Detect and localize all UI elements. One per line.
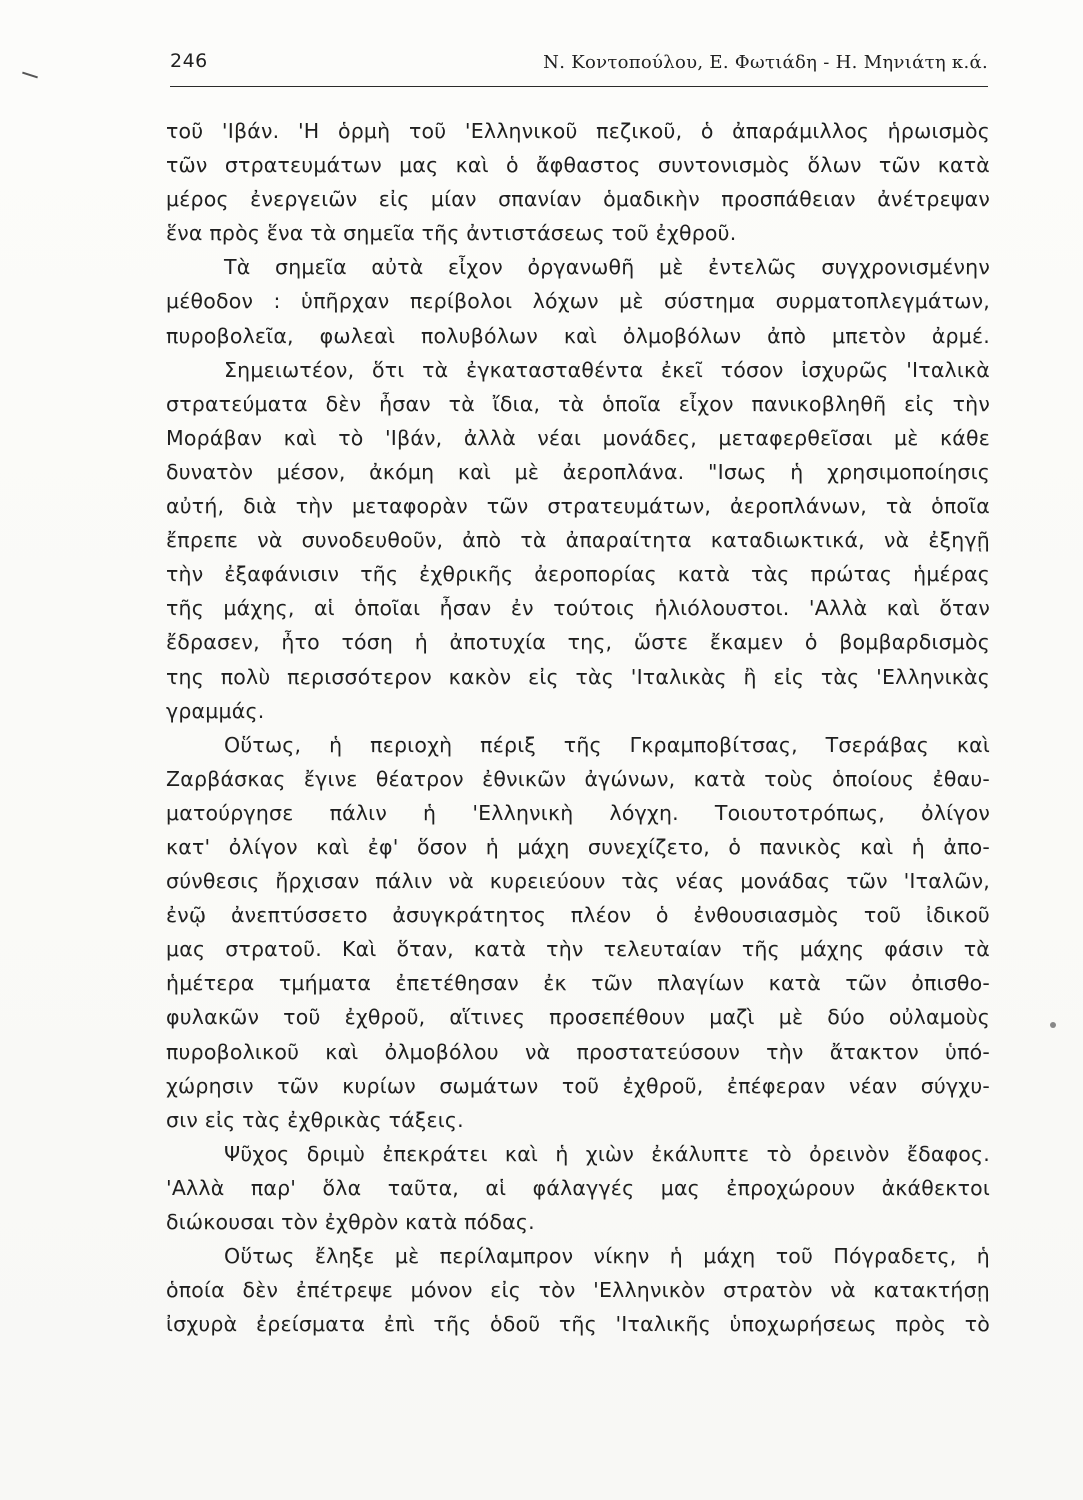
text-line: αὐτή, διὰ τὴν μεταφορὰν τῶν στρατευμάτων, ἀεροπλάνων, τὰ ὁποῖα [166,494,990,519]
page-number: 246 [170,50,208,72]
text-line: τὴν ἐξαφάνισιν τῆς ἐχθρικῆς ἀεροπορίας κατὰ τὰς πρώτας ἡμέρας [166,562,990,587]
text-line: ματούργησε πάλιν ἡ 'Ελληνικὴ λόγχη. Τοιουτοτρόπως, ὀλίγον [166,800,990,825]
text-line: φυλακῶν τοῦ ἐχθροῦ, αἵτινες προσεπέθουν μαζὶ μὲ δύο οὐλαμοὺς [166,1005,990,1030]
text-line: σιν εἰς τὰς ἐχθρικὰς τάξεις. [166,1107,464,1132]
text-line: Ψῦχος δριμὺ ἐπεκράτει καὶ ἡ χιὼν ἐκάλυπτε τὸ ὀρεινὸν ἔδαφος. [224,1141,990,1166]
text-line: τῆς μάχης, αἱ ὁποῖαι ἦσαν ἐν τούτοις ἡλιόλουστοι. 'Αλλὰ καὶ ὅταν [166,596,990,621]
text-line: ἔπρεπε νὰ συνοδευθοῦν, ἀπὸ τὰ ἀπαραίτητα καταδιωκτικά, νὰ ἐξηγῇ [166,528,990,553]
text-line: σύνθεσις ἤρχισαν πάλιν νὰ κυρειεύουν τὰς νέας μονάδας τῶν 'Ιταλῶν, [166,869,990,894]
text-line: ἰσχυρὰ ἐρείσματα ἐπὶ τῆς ὁδοῦ τῆς 'Ιταλικῆς ὑποχωρήσεως πρὸς τὸ [166,1312,990,1337]
text-line: τοῦ 'Ιβάν. 'Η ὁρμὴ τοῦ 'Ελληνικοῦ πεζικοῦ, ὁ ἀπαράμιλλος ἡρωισμὸς [166,119,990,143]
text-line: της πολὺ περισσότερον κακὸν εἰς τὰς 'Ιταλικὰς ἢ εἰς τὰς 'Ελληνικὰς [166,664,990,689]
text-line: πυροβολικοῦ καὶ ὀλμοβόλου νὰ προστατεύσουν τὴν ἄτακτον ὑπό- [166,1039,990,1064]
text-line: Οὕτως ἔληξε μὲ περίλαμπρον νίκην ἡ μάχη τοῦ Πόγραδετς, ἡ [224,1244,990,1269]
text-line: ἐνῷ ἀνεπτύσσετο ἀσυγκράτητος πλέον ὁ ἐνθουσιασμὸς τοῦ ἰδικοῦ [166,903,990,928]
body-text [166,114,990,1341]
text-line: Μοράβαν καὶ τὸ 'Ιβάν, ἀλλὰ νέαι μονάδες, μεταφερθεῖσαι μὲ κάθε [166,425,990,450]
margin-dot [1050,1022,1056,1028]
text-line: Ζαρβάσκας ἔγινε θέατρον ἐθνικῶν ἀγώνων, κατὰ τοὺς ὁποίους ἐθαυ- [166,766,990,791]
text-line: ὁποία δὲν ἐπέτρεψε μόνον εἰς τὸν 'Ελληνικὸν στρατὸν νὰ κατακτήσῃ [166,1278,990,1303]
text-line: τῶν στρατευμάτων μας καὶ ὁ ἄφθαστος συντονισμὸς ὅλων τῶν κατὰ [166,153,990,178]
text-line: 'Αλλὰ παρ' ὅλα ταῦτα, αἱ φάλαγγές μας ἐπροχώρουν ἀκάθεκτοι [166,1175,990,1200]
text-line: μέρος ἐνεργειῶν εἰς μίαν σπανίαν ὁμαδικὴν προσπάθειαν ἀνέτρεψαν [166,187,990,212]
text-line: Σημειωτέον, ὅτι τὰ ἐγκατασταθέντα ἐκεῖ τόσον ἰσχυρῶς 'Ιταλικὰ [224,357,990,382]
text-line: δυνατὸν μέσον, ἀκόμη καὶ μὲ ἀεροπλάνα. "Ισως ἡ χρησιμοποίησις [166,459,990,484]
text-line: Τὰ σημεῖα αὐτὰ εἶχον ὀργανωθῆ μὲ ἐντελῶς συγχρονισμένην [224,255,990,280]
text-line: στρατεύματα δὲν ἦσαν τὰ ἴδια, τὰ ὁποῖα εἶχον πανικοβληθῆ εἰς τὴν [166,391,990,416]
text-line: διώκουσαι τὸν ἐχθρὸν κατὰ πόδας. [166,1210,535,1234]
text-line: γραμμάς. [166,698,265,723]
text-line: ἔδρασεν, ἦτο τόση ἡ ἀποτυχία της, ὥστε ἔκαμεν ὁ βομβαρδισμὸς [166,630,990,655]
text-line: χώρησιν τῶν κυρίων σωμάτων τοῦ ἐχθροῦ, ἐπέφεραν νέαν σύγχυ- [166,1073,990,1098]
text-line: μέθοδον : ὑπῆρχαν περίβολοι λόχων μὲ σύστημα συρματοπλεγμάτων, [166,289,990,314]
text-line: πυροβολεῖα, φωλεαὶ πολυβόλων καὶ ὀλμοβόλων ἀπὸ μπετὸν ἀρμέ. [166,323,990,348]
text-line: κατ' ὀλίγον καὶ ἐφ' ὅσον ἡ μάχη συνεχίζετο, ὁ πανικὸς καὶ ἡ ἀπο- [166,834,990,859]
page-header [170,50,988,87]
margin-mark [22,72,38,79]
text-line: ἡμέτερα τμήματα ἐπετέθησαν ἐκ τῶν πλαγίων κατὰ τῶν ὀπισθο- [166,971,990,996]
text-line: μας στρατοῦ. Καὶ ὅταν, κατὰ τὴν τελευταίαν τῆς μάχης φάσιν τὰ [166,937,990,962]
text-line: Οὕτως, ἡ περιοχὴ πέριξ τῆς Γκραμποβίτσας, Τσεράβας καὶ [224,732,990,757]
running-head: Ν. Κοντοπούλου, Ε. Φωτιάδη - Η. Μηνιάτη κ.ά. [543,52,988,73]
text-line: ἕνα πρὸς ἕνα τὰ σημεῖα τῆς ἀντιστάσεως τοῦ ἐχθροῦ. [166,221,737,246]
